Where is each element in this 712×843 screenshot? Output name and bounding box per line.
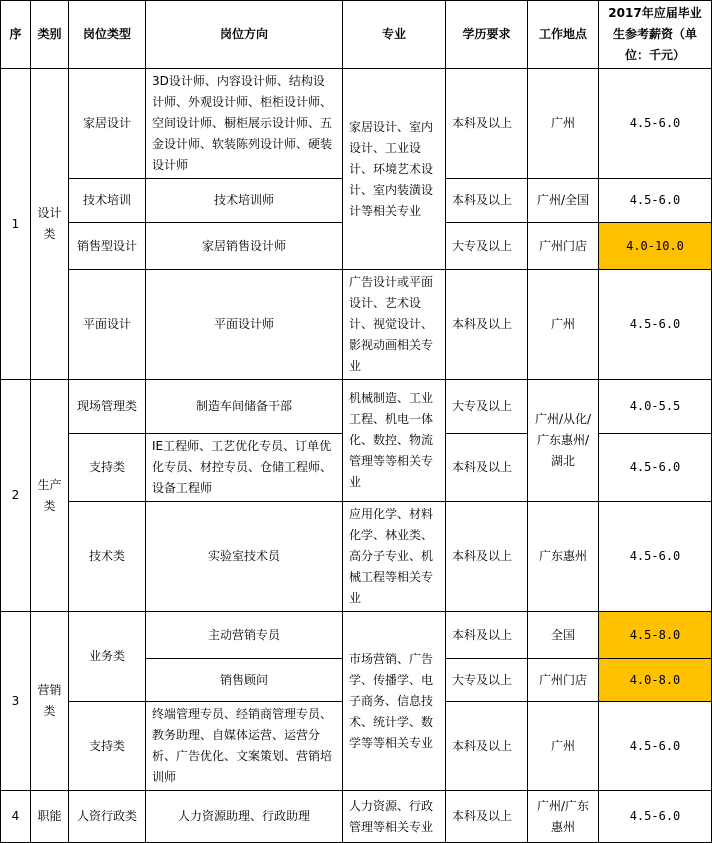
job-direction: 销售顾问 <box>146 659 343 702</box>
job-direction: 平面设计师 <box>146 270 343 380</box>
major: 市场营销、广告学、传播学、电子商务、信息技术、统计学、数学等等相关专业 <box>343 612 446 791</box>
group-seq: 4 <box>1 791 31 843</box>
location: 广州/从化/广东惠州/湖北 <box>528 380 599 502</box>
job-direction: 终端管理专员、经销商管理专员、教务助理、自媒体运营、运营分析、广告优化、文案策划、营销培训师 <box>146 702 343 791</box>
education: 本科及以上 <box>446 434 528 502</box>
education: 本科及以上 <box>446 702 528 791</box>
salary: 4.5-6.0 <box>599 69 712 179</box>
group-category: 设计类 <box>31 69 69 380</box>
education: 本科及以上 <box>446 502 528 612</box>
table-row <box>1 791 712 843</box>
major: 广告设计或平面设计、艺术设计、视觉设计、影视动画相关专业 <box>343 270 446 380</box>
header-seq: 序 <box>1 1 31 69</box>
table-row <box>1 612 712 659</box>
location: 广州/全国 <box>528 179 599 223</box>
location: 广州 <box>528 69 599 179</box>
job-direction: 主动营销专员 <box>146 612 343 659</box>
salary: 4.0-5.5 <box>599 380 712 434</box>
table-row <box>1 69 712 179</box>
header-salary: 2017年应届毕业生参考薪资（单位：千元） <box>599 1 712 69</box>
major: 机械制造、工业工程、机电一体化、数控、物流管理等等相关专业 <box>343 380 446 502</box>
group-category: 职能 <box>31 791 69 843</box>
education: 本科及以上 <box>446 69 528 179</box>
table-row <box>1 502 712 612</box>
header-location: 工作地点 <box>528 1 599 69</box>
education: 本科及以上 <box>446 270 528 380</box>
group-category: 生产类 <box>31 380 69 612</box>
header-major: 专业 <box>343 1 446 69</box>
education: 大专及以上 <box>446 380 528 434</box>
group-seq: 3 <box>1 612 31 791</box>
location: 广州/广东惠州 <box>528 791 599 843</box>
job-type: 支持类 <box>69 702 146 791</box>
job-direction: 家居销售设计师 <box>146 223 343 270</box>
group-category: 营销类 <box>31 612 69 791</box>
header-job-direction: 岗位方向 <box>146 1 343 69</box>
education: 本科及以上 <box>446 791 528 843</box>
education: 大专及以上 <box>446 223 528 270</box>
job-direction: 3D设计师、内容设计师、结构设计师、外观设计师、柜柜设计师、空间设计师、橱柜展示设计师、五金设计师、软装陈列设计师、硬装设计师 <box>146 69 343 179</box>
education: 大专及以上 <box>446 659 528 702</box>
salary: 4.5-6.0 <box>599 791 712 843</box>
table-row <box>1 270 712 380</box>
major: 人力资源、行政管理等相关专业 <box>343 791 446 843</box>
salary: 4.5-6.0 <box>599 270 712 380</box>
job-direction: IE工程师、工艺优化专员、订单优化专员、材控专员、仓储工程师、设备工程师 <box>146 434 343 502</box>
salary: 4.5-6.0 <box>599 702 712 791</box>
job-type: 人资行政类 <box>69 791 146 843</box>
job-direction: 制造车间储备干部 <box>146 380 343 434</box>
job-type: 家居设计 <box>69 69 146 179</box>
job-type: 技术类 <box>69 502 146 612</box>
job-type: 平面设计 <box>69 270 146 380</box>
salary: 4.5-6.0 <box>599 179 712 223</box>
job-direction: 技术培训师 <box>146 179 343 223</box>
education: 本科及以上 <box>446 612 528 659</box>
location: 广州门店 <box>528 659 599 702</box>
major: 应用化学、材料化学、林业类、高分子专业、机械工程等相关专业 <box>343 502 446 612</box>
header-row <box>1 1 712 69</box>
job-direction: 实验室技术员 <box>146 502 343 612</box>
job-type: 销售型设计 <box>69 223 146 270</box>
job-type: 业务类 <box>69 612 146 702</box>
location: 全国 <box>528 612 599 659</box>
location: 广州门店 <box>528 223 599 270</box>
job-type: 支持类 <box>69 434 146 502</box>
salary: 4.5-6.0 <box>599 502 712 612</box>
job-type: 现场管理类 <box>69 380 146 434</box>
header-education: 学历要求 <box>446 1 528 69</box>
education: 本科及以上 <box>446 179 528 223</box>
location: 广东惠州 <box>528 502 599 612</box>
salary-highlighted: 4.0-10.0 <box>599 223 712 270</box>
table-row <box>1 380 712 434</box>
major: 家居设计、室内设计、工业设计、环境艺术设计、室内装潢设计等相关专业 <box>343 69 446 270</box>
location: 广州 <box>528 270 599 380</box>
job-type: 技术培训 <box>69 179 146 223</box>
salary: 4.5-6.0 <box>599 434 712 502</box>
salary-highlighted: 4.5-8.0 <box>599 612 712 659</box>
group-seq: 2 <box>1 380 31 612</box>
location: 广州 <box>528 702 599 791</box>
salary-highlighted: 4.0-8.0 <box>599 659 712 702</box>
job-direction: 人力资源助理、行政助理 <box>146 791 343 843</box>
header-category: 类别 <box>31 1 69 69</box>
group-seq: 1 <box>1 69 31 380</box>
header-job-type: 岗位类型 <box>69 1 146 69</box>
